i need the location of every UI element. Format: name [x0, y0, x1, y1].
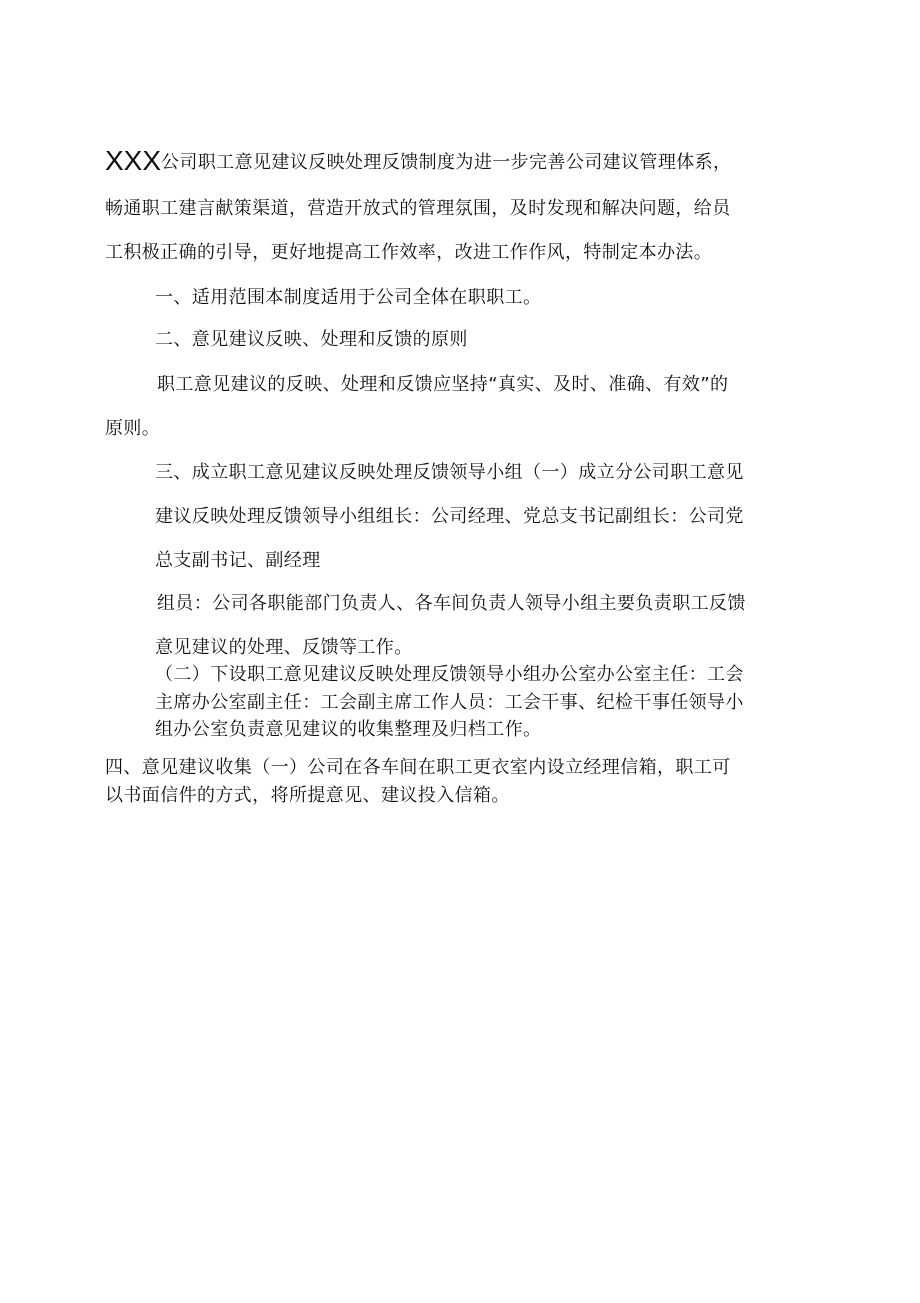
intro-line-3: 工积极正确的引导，更好地提高工作效率，改进工作作风，特制定本办法。	[105, 242, 713, 263]
section-3-sub-line-1: （二）下设职工意见建议反映处理反馈领导小组办公室办公室主任：工会	[155, 664, 744, 685]
section-4-line-2: 以书面信件的方式，将所提意见、建议投入信箱。	[105, 785, 510, 806]
section-2-body-line-1: 职工意见建议的反映、处理和反馈应坚持“真实、及时、准确、有效”的	[157, 374, 729, 395]
title-text: 公司职工意见建议反映处理反馈制度为进一步完善公司建议管理体系，	[161, 152, 732, 173]
section-3-sub-line-2: 主席办公室副主任：工会副主席工作人员：工会干事、纪检干事任领导小	[155, 692, 744, 713]
section-1: 一、适用范围本制度适用于公司全体在职职工。	[155, 287, 542, 308]
company-placeholder: XXX	[105, 145, 162, 176]
section-2-title: 二、意见建议反映、处理和反馈的原则	[155, 329, 468, 350]
section-3-line-2: 建议反映处理反馈领导小组组长：公司经理、党总支书记副组长：公司党	[155, 506, 744, 527]
section-3-line-4: 组员：公司各职能部门负责人、各车间负责人领导小组主要负责职工反馈	[157, 593, 746, 614]
section-2-body-line-2: 原则。	[105, 418, 161, 439]
section-3-sub-line-3: 组办公室负责意见建议的收集整理及归档工作。	[155, 719, 542, 740]
section-3-line-3: 总支副书记、副经理	[155, 550, 321, 571]
section-4-line-1: 四、意见建议收集（一）公司在各车间在职工更衣室内设立经理信箱，职工可	[105, 757, 731, 778]
section-3-line-1: 三、成立职工意见建议反映处理反馈领导小组（一）成立分公司职工意见	[155, 462, 744, 483]
document-title-line	[105, 145, 732, 176]
section-3-line-5: 意见建议的处理、反馈等工作。	[155, 637, 413, 658]
intro-line-2: 畅通职工建言献策渠道，营造开放式的管理氛围，及时发现和解决问题，给员	[105, 198, 731, 219]
